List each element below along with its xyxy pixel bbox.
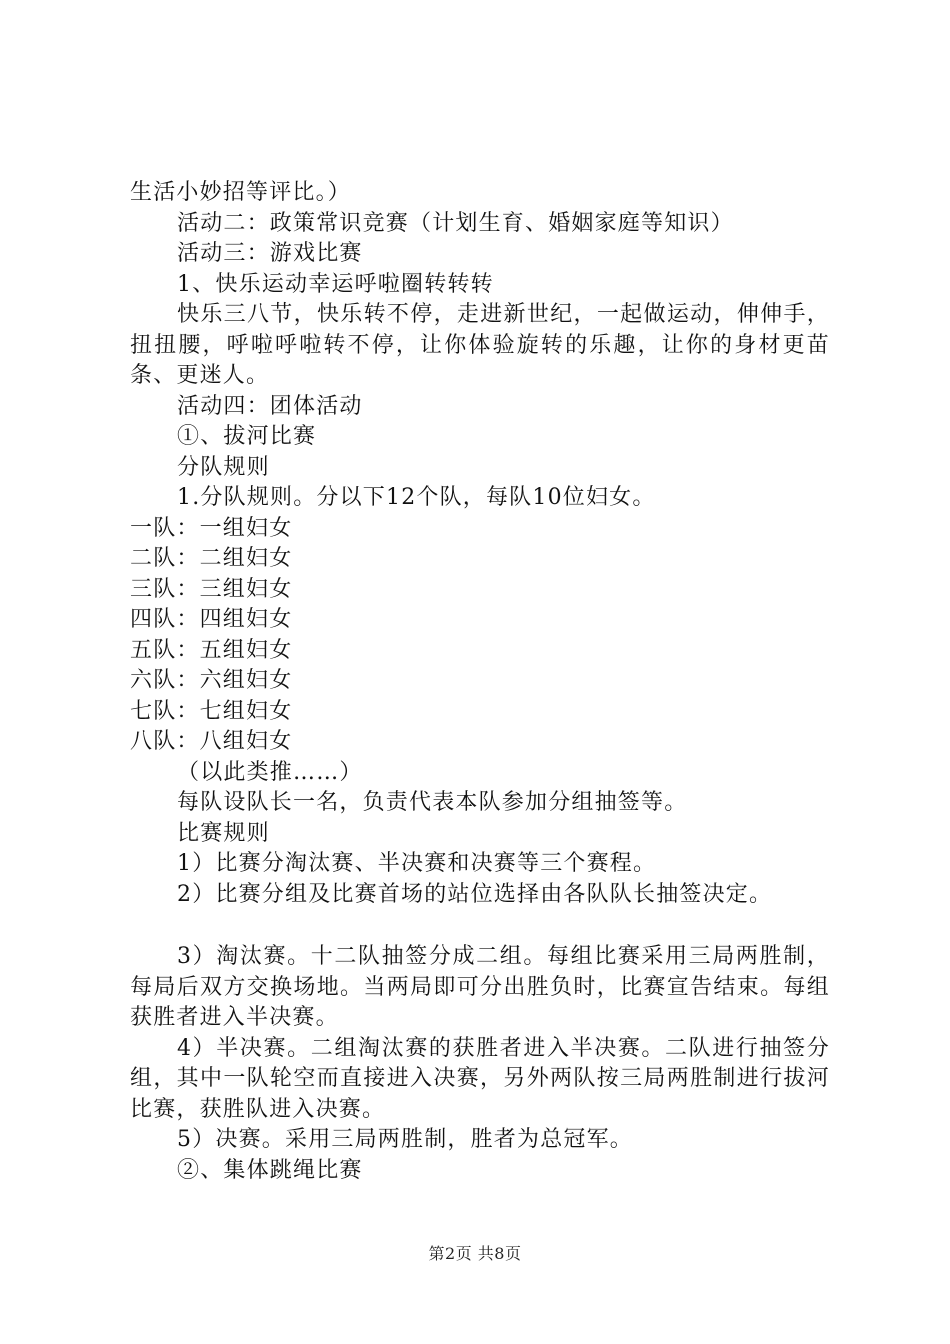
- event-title: ①、拔河比赛: [177, 424, 317, 449]
- game-description: 快乐三八节，快乐转不停，走进新世纪，一起做运动，伸伸手，扭扭腰，呼啦呼啦转不停，让你体验旋转的乐趣，让你的身材更苗条、更迷人。: [130, 302, 830, 388]
- page-number: 第2页 共8页: [428, 1244, 522, 1263]
- section-heading: 分队规则: [177, 454, 270, 480]
- text-line: 每队设队长一名，负责代表本队参加分组抽签等。: [177, 790, 688, 815]
- team-item: 五队：五组妇女: [130, 637, 293, 663]
- event-title: ②、集体跳绳比赛: [177, 1157, 363, 1183]
- team-item: 八队：八组妇女: [130, 729, 293, 754]
- team-item: 二队：二组妇女: [130, 546, 293, 571]
- document-body: [130, 178, 830, 1186]
- team-item: 六队：六组妇女: [130, 668, 293, 693]
- activity-heading: 活动二：政策常识竞赛（计划生育、婚姻家庭等知识）: [177, 210, 734, 236]
- team-item: 一队：一组妇女: [130, 515, 293, 541]
- rule-paragraph: 3）淘汰赛。十二队抽签分成二组。每组比赛采用三局两胜制，每局后双方交换场地。当两局即可分出胜负时，比赛宣告结束。每组获胜者进入半决赛。: [130, 944, 830, 1030]
- text-line: 生活小妙招等评比。）: [130, 180, 352, 205]
- paragraph-gap: [130, 910, 830, 942]
- rule-item: 5）决赛。采用三局两胜制，胜者为总冠军。: [177, 1127, 633, 1152]
- team-item: 三队：三组妇女: [130, 576, 293, 602]
- section-heading: 比赛规则: [177, 820, 270, 846]
- rule-item: 1）比赛分淘汰赛、半决赛和决赛等三个赛程。: [177, 851, 657, 876]
- team-item: 七队：七组妇女: [130, 698, 293, 724]
- team-item: 四队：四组妇女: [130, 607, 293, 632]
- game-title: 1、快乐运动幸运呼啦圈转转转: [177, 271, 494, 297]
- rule-item: 1.分队规则。分以下12个队，每队10位妇女。: [177, 485, 656, 510]
- activity-heading: 活动三：游戏比赛: [177, 241, 363, 266]
- activity-heading: 活动四：团体活动: [177, 393, 363, 419]
- text-line: （以此类推……）: [177, 759, 363, 785]
- rule-paragraph: 4）半决赛。二组淘汰赛的获胜者进入半决赛。二队进行抽签分组，其中一队轮空而直接进入决赛，另外两队按三局两胜制进行拔河比赛，获胜队进入决赛。: [130, 1035, 830, 1122]
- rule-item: 2）比赛分组及比赛首场的站位选择由各队队长抽签决定。: [177, 881, 773, 907]
